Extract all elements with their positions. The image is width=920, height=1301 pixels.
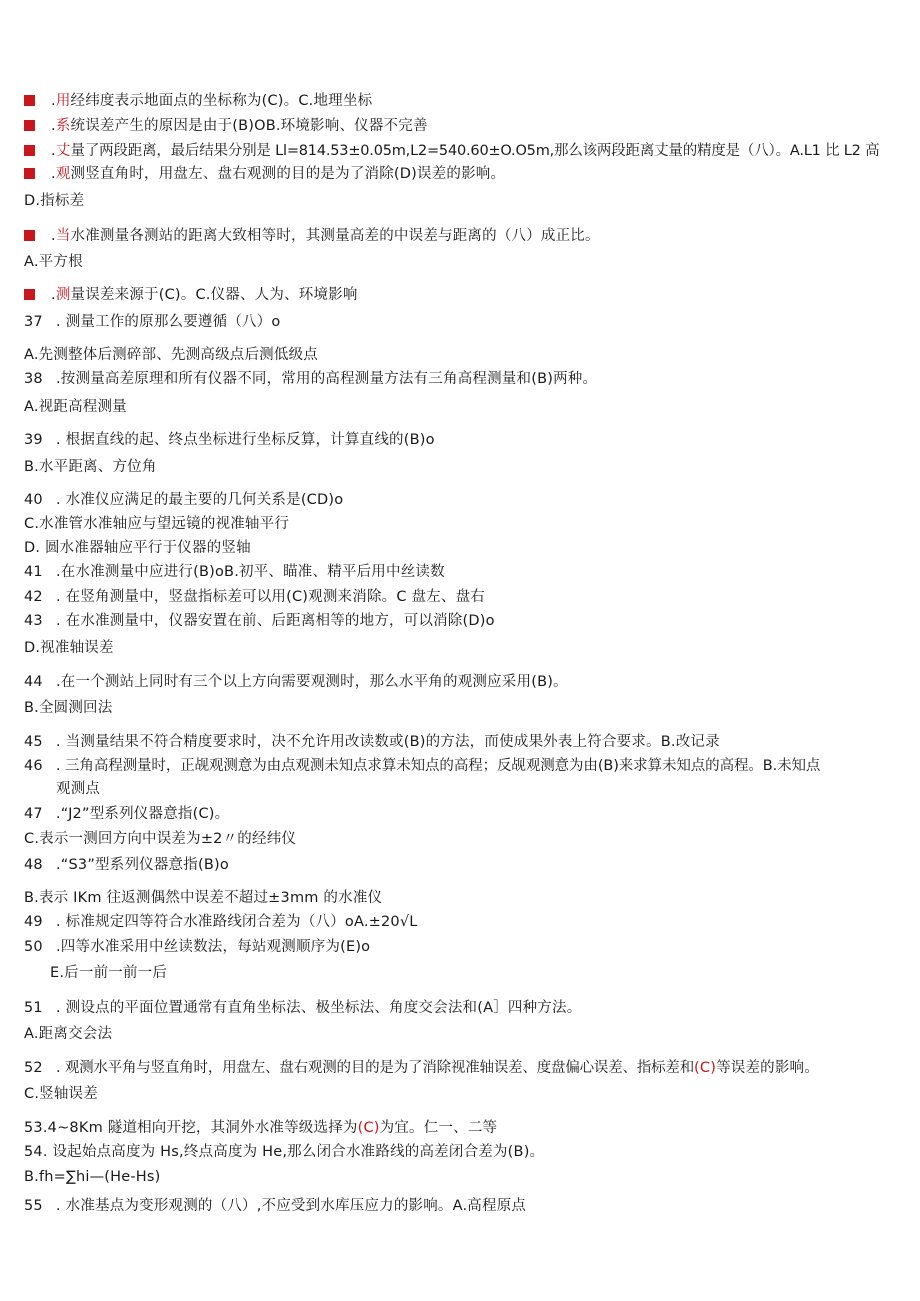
question-54: 54. 设起始点高度为 Hs,终点高度为 He,那么闭合水准路线的高差闭合差为(B)。: [24, 1144, 545, 1160]
answer-line: B.表示 IKm 往返测偶然中误差不超过±3mm 的水准仪: [24, 890, 383, 906]
item-line-3: .丈量了两段距离，最后结果分别是 Ll=814.53±0.05m,L2=540.60±O.O5m,那么该两段距离丈量的精度是（八）。A.L1 比 L2 高: [24, 141, 879, 161]
question-46-continuation: 观测点: [56, 781, 101, 797]
answer-line: A.先测整体后测碎部、先测高级点后测低级点: [24, 347, 318, 363]
red-square-bullet-icon: [24, 95, 35, 106]
question-52: 52 . 观测水平角与竖直角时，用盘左、盘右观测的目的是为了消除视准轴误差、度盘偏心误差、指标差和(C)等误差的影响。: [24, 1060, 819, 1076]
question-53: 53.4~8Km 隧道相向开挖，其洞外水准等级选择为(C)为宜。仁一、二等: [24, 1120, 498, 1136]
red-square-bullet-icon: [24, 145, 35, 156]
answer-line: A.距离交会法: [24, 1026, 113, 1042]
question-55: 55 . 水准基点为变形观测的（八）,不应受到水库压应力的影响。A.高程原点: [24, 1198, 527, 1214]
item-line-8: .测量误差来源于(C)。C.仪器、人为、环境影响: [24, 285, 358, 305]
question-48: 48 .“S3”型系列仪器意指(B)o: [24, 857, 229, 873]
question-50: 50 .四等水准采用中丝读数法，每站观测顺序为(E)o: [24, 939, 371, 955]
item-line-4: .观测竖直角时，用盘左、盘右观测的目的是为了消除(D)误差的影响。: [24, 164, 505, 184]
answer-line: A.视距高程测量: [24, 399, 127, 415]
question-37: 37 . 测量工作的原那么要遵循（八）o: [24, 314, 281, 330]
answer-line: C.水准管水准轴应与望远镜的视准轴平行: [24, 516, 290, 532]
question-38: 38 .按测量高差原理和所有仪器不同，常用的高程测量方法有三角高程测量和(B)两种。: [24, 371, 598, 387]
question-47: 47 .“J2”型系列仪器意指(C)。: [24, 806, 230, 822]
answer-line: C.竖轴误差: [24, 1086, 98, 1102]
question-51: 51 . 测设点的平面位置通常有直角坐标法、极坐标法、角度交会法和(A］四种方法。: [24, 1000, 582, 1016]
answer-line: B.全圆测回法: [24, 700, 113, 716]
answer-line: B.水平距离、方位角: [24, 459, 157, 475]
question-49: 49 . 标准规定四等符合水准路线闭合差为（八）oA.±20√L: [24, 914, 418, 930]
item-line-1: .用经纬度表示地面点的坐标称为(C)。C.地理坐标: [24, 91, 372, 111]
question-42: 42 . 在竖角测量中，竖盘指标差可以用(C)观测来消除。C 盘左、盘右: [24, 589, 485, 605]
red-square-bullet-icon: [24, 120, 35, 131]
answer-line: D. 圆水准器轴应平行于仪器的竖轴: [24, 540, 251, 556]
red-square-bullet-icon: [24, 168, 35, 179]
red-square-bullet-icon: [24, 289, 35, 300]
question-40: 40 . 水准仪应满足的最主要的几何关系是(CD)o: [24, 492, 344, 508]
answer-line: C.表示一测回方向中误差为±2〃的经纬仪: [24, 831, 297, 847]
answer-line: D.指标差: [24, 193, 85, 209]
answer-line: B.fh=∑hi—(He-Hs): [24, 1169, 161, 1185]
question-43: 43 . 在水准测量中，仪器安置在前、后距离相等的地方，可以消除(D)o: [24, 613, 495, 629]
question-41: 41 .在水准测量中应进行(B)oB.初平、瞄准、精平后用中丝读数: [24, 564, 445, 580]
question-45: 45 . 当测量结果不符合精度要求时，决不允许用改读数或(B)的方法，而使成果外表上符合要求。B.改记录: [24, 734, 720, 750]
question-46: 46 . 三角高程测量时，正觇观测意为由点观测未知点求算未知点的高程；反觇观测意为由(B)来求算未知点的高程。B.未知点: [24, 758, 821, 774]
answer-line: D.视准轴误差: [24, 640, 114, 656]
answer-line: A.平方根: [24, 254, 83, 270]
question-39: 39 . 根据直线的起、终点坐标进行坐标反算，计算直线的(B)o: [24, 432, 435, 448]
item-line-2: .系统误差产生的原因是由于(B)OB.环境影响、仪器不完善: [24, 116, 428, 136]
question-44: 44 .在一个测站上同时有三个以上方向需要观测时，那么水平角的观测应采用(B)。: [24, 674, 568, 690]
red-square-bullet-icon: [24, 230, 35, 241]
answer-line: E.后一前一前一后: [50, 965, 168, 981]
item-line-6: .当水准测量各测站的距离大致相等时，其测量高差的中误差与距离的（八）成正比。: [24, 226, 600, 246]
